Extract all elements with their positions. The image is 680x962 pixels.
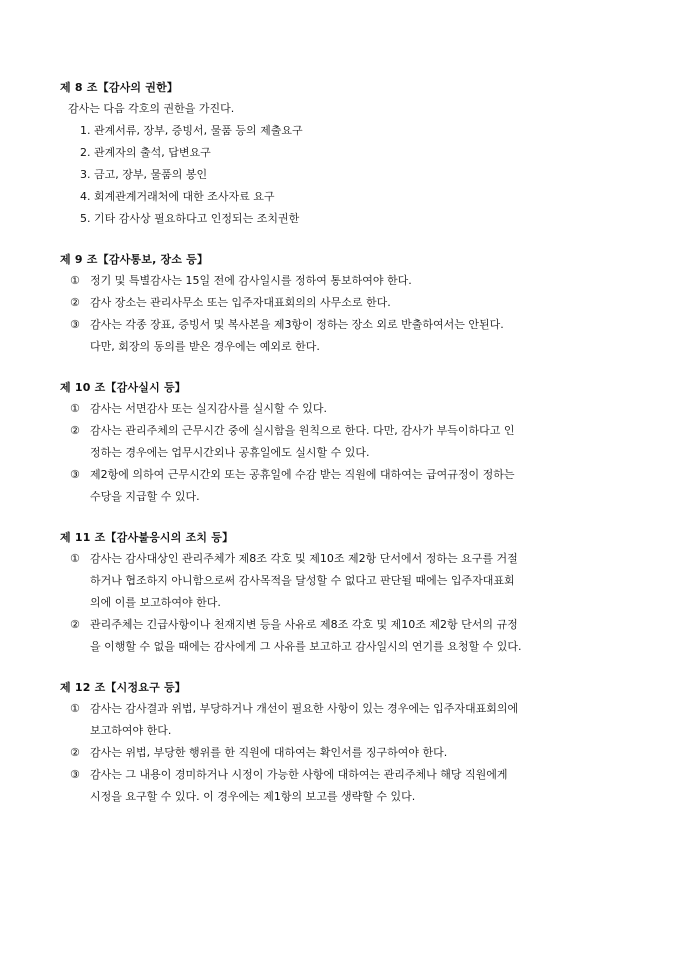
clause-2: [60, 292, 628, 314]
clause-2: [60, 420, 628, 442]
clause-marker: ②: [70, 618, 80, 631]
clause-text: 감사는 관리주체의 근무시간 중에 실시함을 원칙으로 한다. 다만, 감사가 부득이하다고 인: [90, 424, 515, 437]
clause-marker: ①: [70, 702, 80, 715]
clause-1: [60, 698, 628, 720]
clause-continuation: 다만, 회장의 동의를 받은 경우에는 예외로 한다.: [90, 340, 320, 353]
clause-text: 감사는 서면감사 또는 실지감사를 실시할 수 있다.: [90, 402, 327, 415]
clause-3: [60, 464, 628, 486]
list-item: 1. 관계서류, 장부, 증빙서, 물품 등의 제출요구: [80, 124, 303, 137]
clause-3: [60, 314, 628, 336]
clause-marker: ②: [70, 746, 80, 759]
clause-3: [60, 764, 628, 786]
article-11: [60, 528, 628, 658]
clause-text: 정기 및 특별감사는 15일 전에 감사일시를 정하여 통보하여야 한다.: [90, 274, 412, 287]
list-item: 4. 회계관계거래처에 대한 조사자료 요구: [80, 190, 275, 203]
clause-continuation: 보고하여야 한다.: [90, 724, 172, 737]
clause-marker: ③: [70, 318, 80, 331]
article-12: [60, 678, 628, 808]
list-item: 5. 기타 감사상 필요하다고 인정되는 조치권한: [80, 212, 300, 225]
article-title: 제 11 조【감사불응시의 조치 등】: [60, 531, 234, 544]
clause-marker: ①: [70, 402, 80, 415]
clause-text: 감사 장소는 관리사무소 또는 입주자대표회의의 사무소로 한다.: [90, 296, 391, 309]
list-item: 3. 금고, 장부, 물품의 봉인: [80, 168, 208, 181]
clause-marker: ①: [70, 552, 80, 565]
clause-continuation: 시정을 요구할 수 있다. 이 경우에는 제1항의 보고를 생략할 수 있다.: [90, 790, 416, 803]
article-intro: 감사는 다음 각호의 권한을 가진다.: [68, 102, 235, 115]
clause-1: [60, 398, 628, 420]
clause-text: 제2항에 의하여 근무시간외 또는 공휴일에 수감 받는 직원에 대하여는 급여규정이 정하는: [90, 468, 515, 481]
clause-text: 감사는 감사결과 위법, 부당하거나 개선이 필요한 사항이 있는 경우에는 입주자대표회의에: [90, 702, 519, 715]
clause-text: 감사는 그 내용이 경미하거나 시정이 가능한 사항에 대하여는 관리주체나 해당 직원에게: [90, 768, 508, 781]
clause-text: 감사는 각종 장표, 증빙서 및 복사본을 제3항이 정하는 장소 외로 반출하여서는 안된다.: [90, 318, 504, 331]
clause-continuation: 의에 이를 보고하여야 한다.: [90, 596, 221, 609]
clause-continuation: 을 이행할 수 없을 때에는 감사에게 그 사유를 보고하고 감사일시의 연기를 요청할 수 있다.: [90, 640, 522, 653]
clause-1: [60, 548, 628, 570]
clause-text: 관리주체는 긴급사항이나 천재지변 등을 사유로 제8조 각호 및 제10조 제2항 단서의 규정: [90, 618, 518, 631]
article-10: [60, 378, 628, 508]
article-title: 제 10 조【감사실시 등】: [60, 381, 186, 394]
clause-2: [60, 742, 628, 764]
article-title: 제 9 조【감사통보, 장소 등】: [60, 253, 209, 266]
article-9: [60, 250, 628, 358]
clause-continuation: 정하는 경우에는 업무시간외나 공휴일에도 실시할 수 있다.: [90, 446, 370, 459]
clause-marker: ③: [70, 468, 80, 481]
clause-continuation: 하거나 협조하지 아니함으로써 감사목적을 달성할 수 없다고 판단될 때에는 입주자대표회: [90, 574, 515, 587]
clause-marker: ②: [70, 424, 80, 437]
list-item: 2. 관계자의 출석, 답변요구: [80, 146, 211, 159]
clause-2: [60, 614, 628, 636]
clause-1: [60, 270, 628, 292]
clause-continuation: 수당을 지급할 수 있다.: [90, 490, 200, 503]
article-title: 제 8 조【감사의 권한】: [60, 81, 179, 94]
clause-text: 감사는 감사대상인 관리주체가 제8조 각호 및 제10조 제2항 단서에서 정하는 요구를 거절: [90, 552, 518, 565]
clause-marker: ①: [70, 274, 80, 287]
article-title: 제 12 조【시정요구 등】: [60, 681, 186, 694]
clause-marker: ③: [70, 768, 80, 781]
clause-marker: ②: [70, 296, 80, 309]
clause-text: 감사는 위법, 부당한 행위를 한 직원에 대하여는 확인서를 징구하여야 한다.: [90, 746, 448, 759]
article-8: [60, 78, 628, 230]
